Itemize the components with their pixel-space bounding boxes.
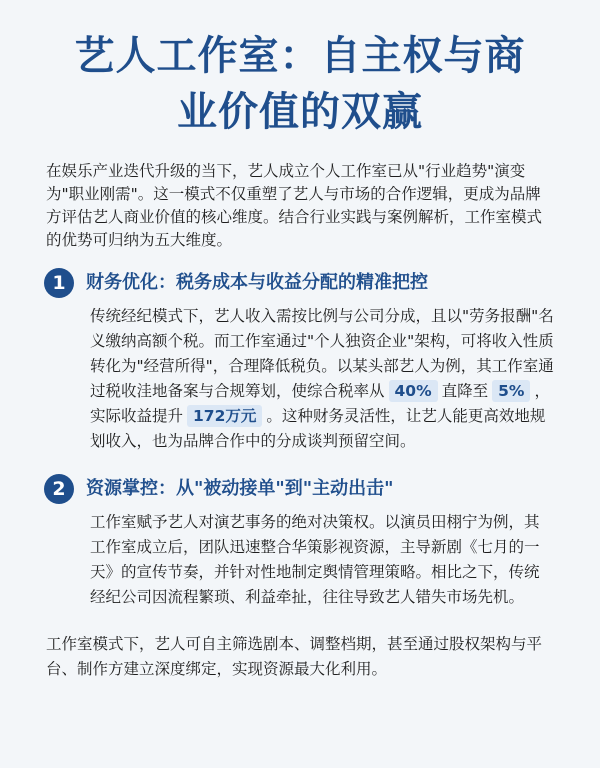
section-resources bbox=[46, 474, 554, 610]
highlight-income-gain: 172万元 bbox=[187, 405, 262, 427]
highlight-tax-after: 5% bbox=[492, 380, 530, 402]
section-body: 工作室赋予艺人对演艺事务的绝对决策权。以演员田栩宁为例，其工作室成立后，团队迅速整合华策影视资源，主导新剧《七月的一天》的宣传节奏，并针对性地制定舆情管理策略。相比之下，传统经纪公司因流程繁琐、利益牵扯，往往导致艺人错失市场先机。 bbox=[90, 513, 540, 606]
highlight-tax-before: 40% bbox=[389, 380, 438, 402]
body-text: 。这种财务灵活性，让艺人能更高效地规划收入，也为品牌合作中的分成谈判预留空间。 bbox=[90, 407, 546, 450]
closing-paragraph: 工作室模式下，艺人可自主筛选剧本、调整档期，甚至通过股权架构与平台、制作方建立深度绑定，实现资源最大化利用。 bbox=[46, 635, 543, 678]
article-title-line-2: 业价值的双赢 bbox=[177, 89, 423, 135]
body-text: 传统经纪模式下，艺人收入需按比例与公司分成，且以"劳务报酬"名义缴纳高额个税。而工作室通过"个人独资企业"架构，可将收入性质转化为"经营所得"，合理降低税负。以某头部艺人为例，其工作室通过税收洼地备案与合规筹划，使综合税率从 bbox=[90, 307, 554, 400]
section-body bbox=[90, 304, 554, 454]
article-title-line-1: 艺人工作室：自主权与商 bbox=[74, 33, 526, 79]
body-text: 直降至 bbox=[441, 382, 489, 400]
intro-paragraph: 在娱乐产业迭代升级的当下，艺人成立个人工作室已从"行业趋势"演变为"职业刚需"。这一模式不仅重塑了艺人与市场的合作逻辑，更成为品牌方评估艺人商业价值的核心维度。结合行业实践与案例解析，工作室模式的优势可归纳为五大维度。 bbox=[46, 162, 543, 249]
section-title: 财务优化：税务成本与收益分配的精准把控 bbox=[86, 272, 428, 293]
section-finance bbox=[46, 268, 554, 454]
body-text: ，实际收益提升 bbox=[90, 382, 550, 425]
section-header bbox=[44, 474, 554, 504]
section-title: 资源掌控：从"被动接单"到"主动出击" bbox=[86, 478, 394, 499]
section-header bbox=[44, 268, 554, 298]
article-title bbox=[46, 28, 554, 140]
section-number-badge: 1 bbox=[44, 268, 74, 298]
section-number-badge: 2 bbox=[44, 474, 74, 504]
